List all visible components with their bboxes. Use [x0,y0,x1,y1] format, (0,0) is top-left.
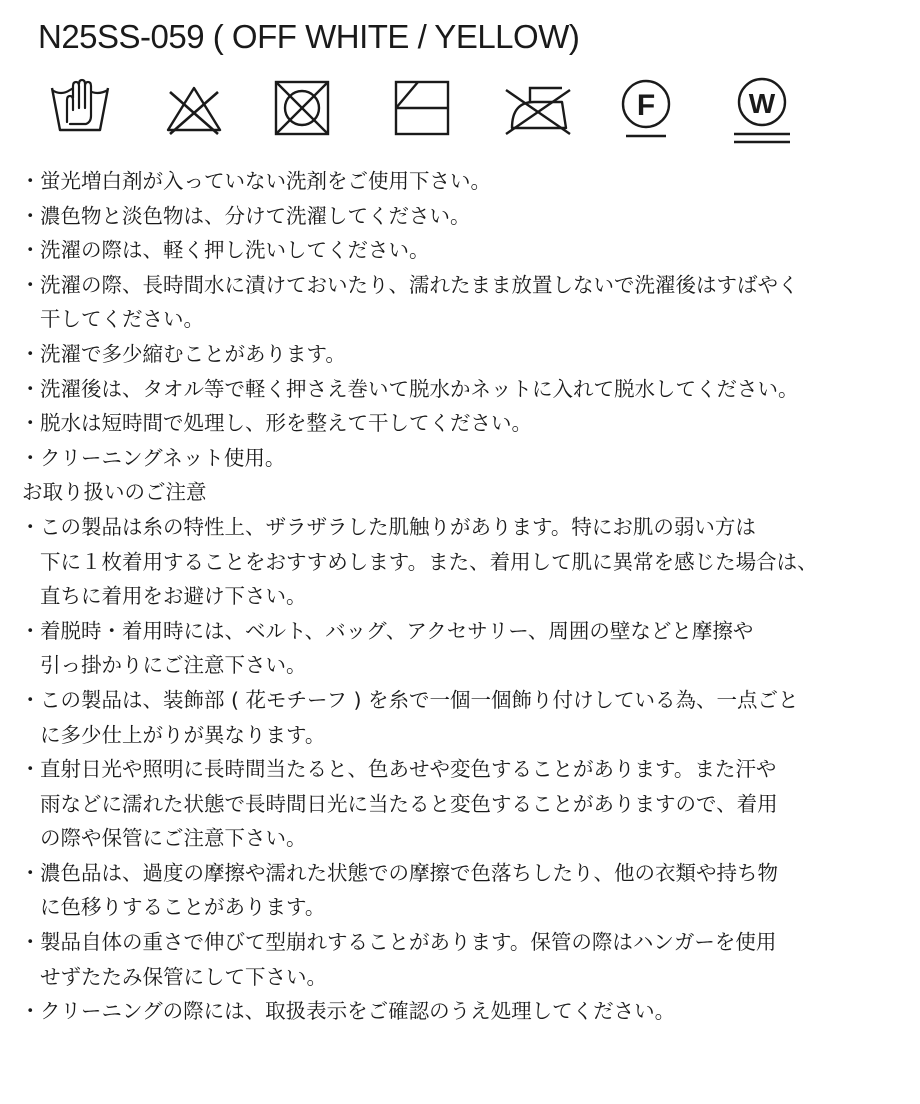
list-item [20,683,910,752]
note-line-continued [20,648,910,683]
note-line [20,510,910,545]
list-item [20,856,910,925]
list-item [20,441,910,476]
note-line [20,337,910,372]
note-line-continued [20,718,910,753]
note-line-continued [20,302,910,337]
note-text: に多少仕上がりが異なります。 [40,722,326,747]
note-text: この製品は糸の特性上、ザラザラした肌触りがあります。特にお肌の弱い方は [40,514,756,539]
bullet-mark: ・ [20,411,41,436]
list-item [20,925,910,994]
list-item [20,233,910,268]
list-item [20,337,910,372]
list-item [20,614,910,683]
no-bleach-icon [162,76,226,138]
wet-clean-w-icon [728,76,798,152]
care-symbols [0,76,920,156]
line-dry-shade-icon [392,76,456,138]
wet-clean-letter: W [748,88,776,119]
note-line [20,233,910,268]
dry-clean-f-icon [614,76,680,142]
note-line [20,925,910,960]
note-line-continued [20,579,910,614]
list-item [20,164,910,199]
note-text: 直ちに着用をお避け下さい。 [40,584,307,609]
wash-notes-list [20,164,910,475]
bullet-mark: ・ [20,687,41,712]
no-tumble-dry-icon [270,76,334,138]
note-text: 製品自体の重さで伸びて型崩れすることがあります。保管の際はハンガーを使用 [40,930,777,955]
bullet-mark: ・ [20,445,41,470]
dry-clean-letter: F [636,89,656,122]
note-text: 脱水は短時間で処理し、形を整えて干してください。 [40,411,532,436]
handling-notes-list [20,510,910,1029]
care-notes [20,164,910,1029]
product-title: N25SS-059 ( OFF WHITE / YELLOW) [38,18,580,55]
note-text: 着脱時・着用時には、ベルト、バッグ、アクセサリー、周囲の壁などと摩擦や [40,618,754,643]
bullet-mark: ・ [20,272,41,297]
list-item [20,994,910,1029]
note-line [20,994,910,1029]
note-text: この製品は、装飾部 ( 花モチーフ ) を糸で一個一個飾り付けしている為、一点ごと [40,687,799,712]
note-text: 洗濯後は、タオル等で軽く押さえ巻いて脱水かネットに入れて脱水してください。 [40,376,799,401]
list-item [20,268,910,337]
note-text: 洗濯の際は、軽く押し洗いしてください。 [40,238,430,263]
note-line [20,683,910,718]
bullet-mark: ・ [20,618,41,643]
note-line [20,372,910,407]
list-item [20,406,910,441]
note-text: 洗濯で多少縮むことがあります。 [40,341,346,366]
note-line [20,614,910,649]
bullet-mark: ・ [20,514,41,539]
note-line [20,752,910,787]
bullet-mark: ・ [20,757,41,782]
list-item [20,752,910,856]
note-text: 下に１枚着用することをおすすめします。また、着用して肌に異常を感じた場合は、 [40,549,818,574]
note-line [20,164,910,199]
note-text: せずたたみ保管にして下さい。 [40,964,327,989]
note-line-continued [20,821,910,856]
list-item [20,372,910,407]
bullet-mark: ・ [20,238,41,263]
bullet-mark: ・ [20,860,41,885]
note-text: 洗濯の際、長時間水に漬けておいたり、濡れたまま放置しないで洗濯後はすばやく [40,272,799,297]
note-text: に色移りすることがあります。 [40,895,326,920]
note-text: 濃色物と淡色物は、分けて洗濯してください。 [40,203,471,228]
bullet-mark: ・ [20,203,41,228]
bullet-mark: ・ [20,169,41,193]
note-line [20,406,910,441]
hand-wash-icon [48,76,112,138]
note-text: の際や保管にご注意下さい。 [40,826,307,851]
bullet-mark: ・ [20,341,41,366]
note-line-continued [20,545,910,580]
bullet-mark: ・ [20,999,41,1024]
note-text: クリーニングの際には、取扱表示をご確認のうえ処理してください。 [40,999,676,1024]
bullet-mark: ・ [20,930,41,955]
bullet-mark: ・ [20,376,41,401]
note-line-continued [20,960,910,995]
note-line [20,268,910,303]
list-item [20,199,910,234]
note-text: クリーニングネット使用。 [40,445,286,470]
note-line [20,199,910,234]
note-text: 蛍光増白剤が入っていない洗剤をご使用下さい。 [40,169,491,193]
note-line [20,856,910,891]
handling-heading: お取り扱いのご注意 [22,480,207,505]
list-item [20,510,910,614]
no-iron-icon [500,76,576,138]
note-text: 雨などに濡れた状態で長時間日光に当たると変色することがありますので、着用 [40,791,778,816]
note-line [20,441,910,476]
note-text: 干してください。 [40,307,204,332]
note-text: 直射日光や照明に長時間当たると、色あせや変色することがあります。また汗や [40,757,777,782]
note-line-continued [20,787,910,822]
note-text: 引っ掛かりにご注意下さい。 [40,653,307,678]
note-line-continued [20,890,910,925]
note-text: 濃色品は、過度の摩擦や濡れた状態での摩擦で色落ちしたり、他の衣類や持ち物 [40,860,778,885]
